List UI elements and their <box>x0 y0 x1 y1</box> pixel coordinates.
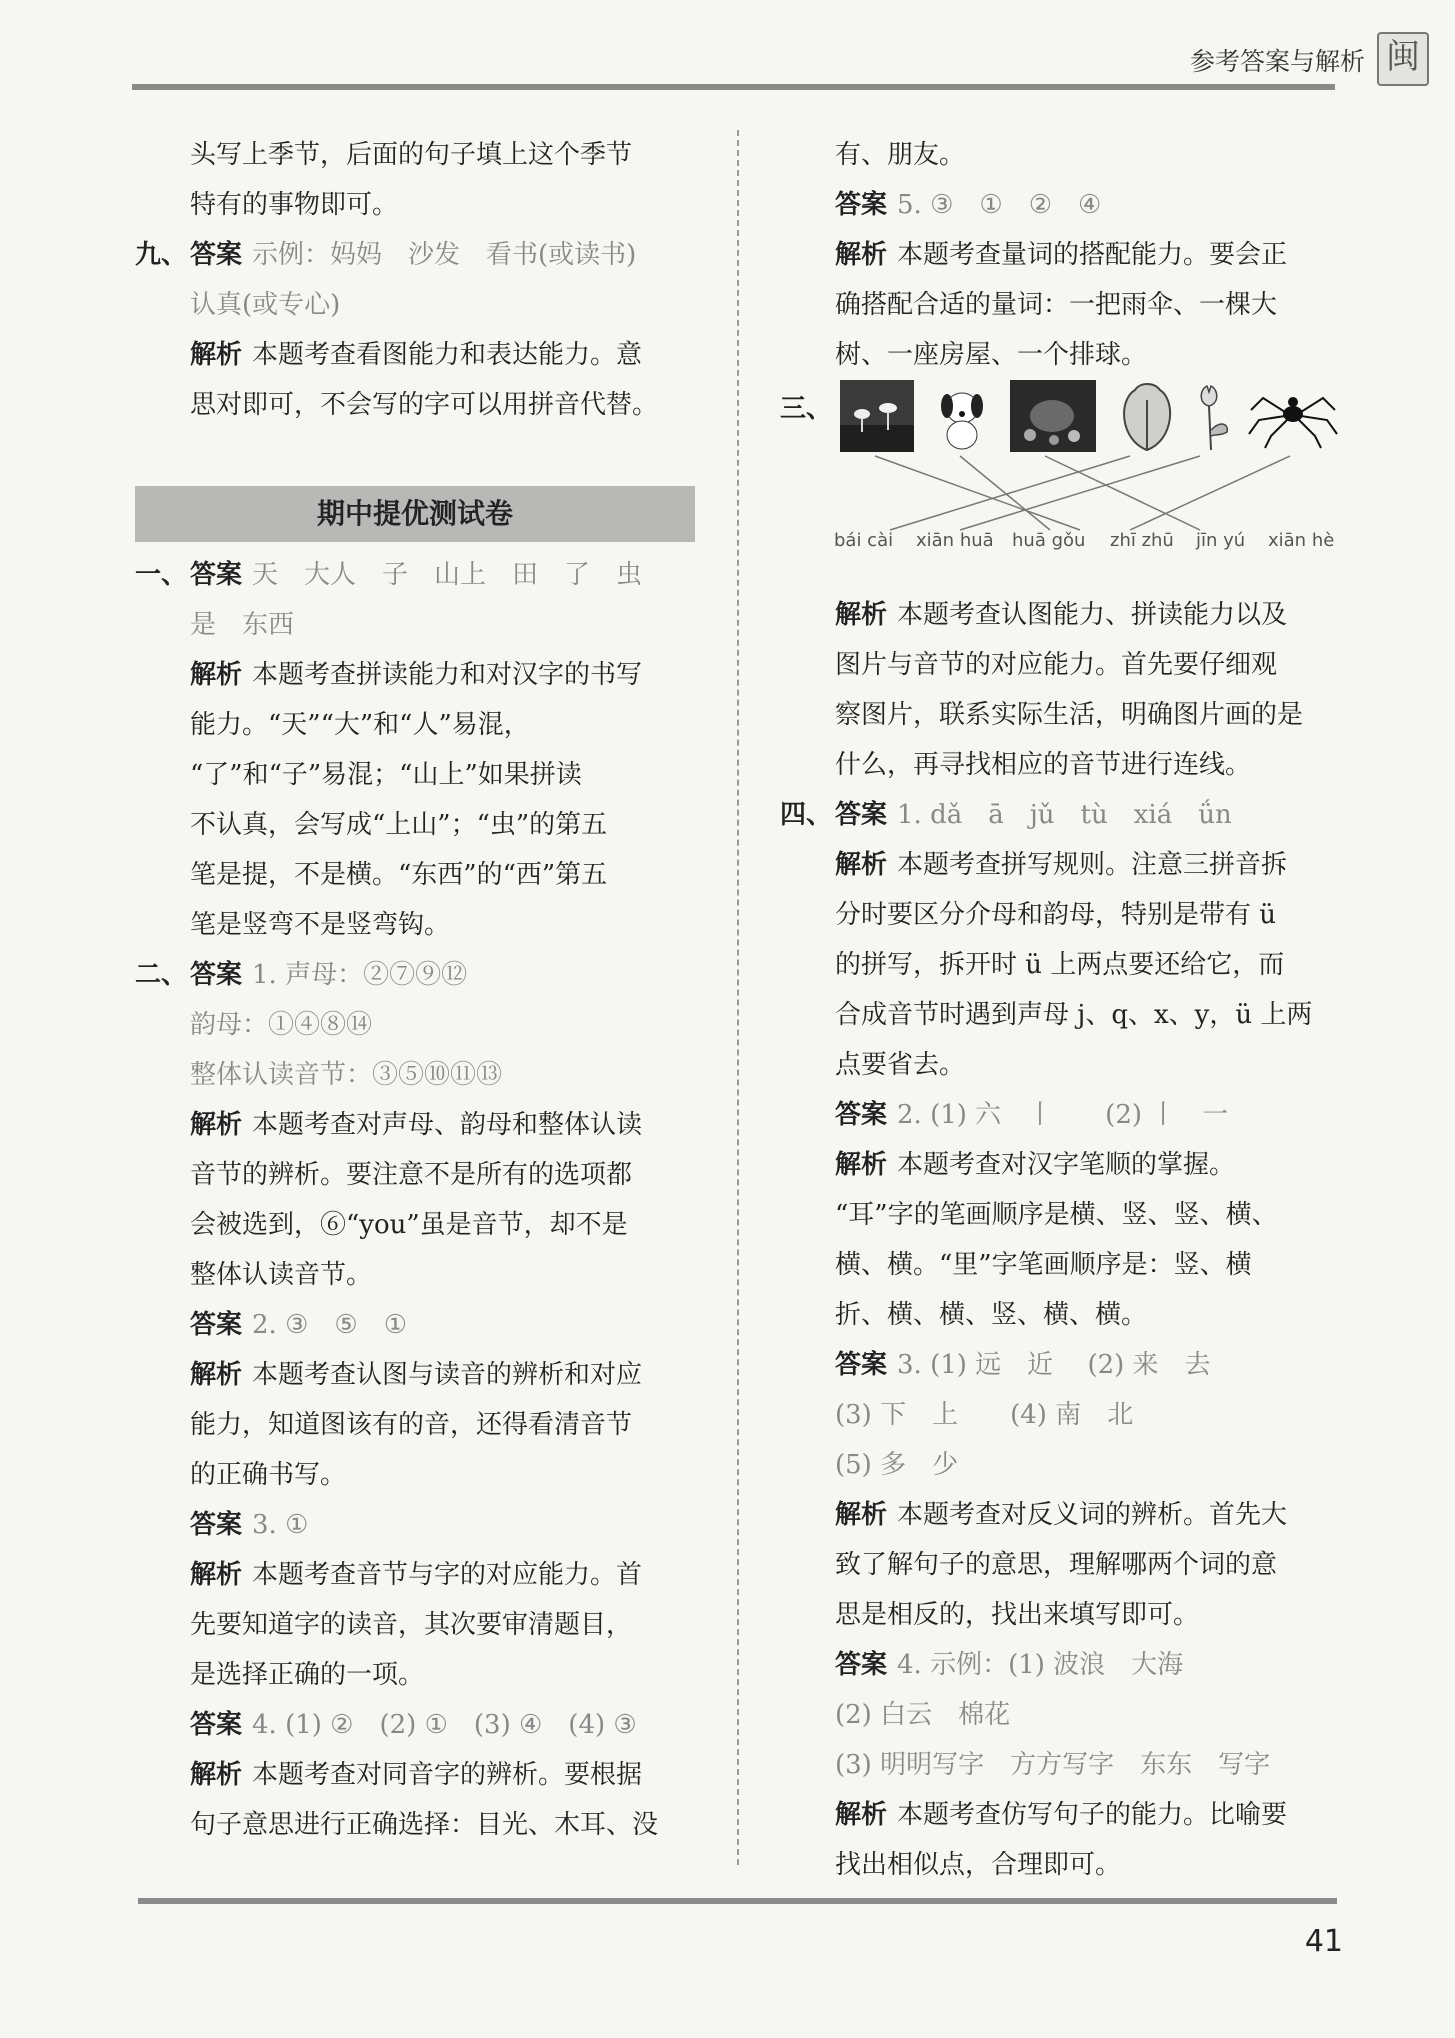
analysis-text: 分时要区分介母和韵母，特别是带有 ü <box>835 900 1277 930</box>
pinyin-label: xiān hè <box>1268 530 1335 551</box>
analysis-tag: 解析 <box>190 1360 243 1390</box>
analysis-text: 整体认读音节。 <box>190 1260 373 1290</box>
answer-tag: 答案 <box>835 800 888 830</box>
answer-text: (3) 下 上 (4) 南 北 <box>835 1400 1134 1430</box>
analysis-text: 本题考查拼写规则。注意三拼音拆 <box>897 850 1288 880</box>
analysis-tag: 解析 <box>190 1560 243 1590</box>
answer-tag: 答案 <box>190 1510 243 1540</box>
analysis-text: 能力，知道图该有的音，还得看清音节 <box>190 1410 633 1440</box>
answer-text: 韵母：①④⑧⑭ <box>190 1010 373 1040</box>
answer-tag: 答案 <box>190 1710 243 1740</box>
analysis-text: 致了解句子的意思，理解哪两个词的意 <box>835 1550 1278 1580</box>
pinyin-label: bái cài <box>834 530 894 551</box>
pinyin-label: jīn yú <box>1196 530 1246 551</box>
right-column <box>780 130 1350 1890</box>
analysis-text: “耳”字的笔画顺序是横、竖、竖、横、 <box>835 1200 1278 1230</box>
answer-text: (3) 明明写字 方方写字 东东 写字 <box>835 1750 1271 1780</box>
analysis-tag: 解析 <box>835 1500 888 1530</box>
analysis-text: 本题考查对声母、韵母和整体认读 <box>252 1110 643 1140</box>
text-line: 有、朋友。 <box>835 140 966 170</box>
answer-tag: 答案 <box>835 1100 888 1130</box>
analysis-text: 能力。“天”“大”和“人”易混， <box>190 710 530 740</box>
text-line: 特有的事物即可。 <box>190 190 399 220</box>
pinyin-label: zhī zhū <box>1110 530 1174 551</box>
answer-text: 4. 示例：(1) 波浪 大海 <box>897 1650 1184 1680</box>
analysis-text: 先要知道字的读音，其次要审清题目， <box>190 1610 633 1640</box>
analysis-tag: 解析 <box>835 240 888 270</box>
question-number: 九、 <box>135 240 188 270</box>
question-number: 一、 <box>135 560 188 590</box>
cabbage-drawing-icon <box>1110 380 1184 452</box>
page-number: 41 <box>1304 1924 1343 1959</box>
analysis-tag: 解析 <box>835 600 888 630</box>
egret-photo-icon <box>840 380 914 452</box>
question-number: 二、 <box>135 960 188 990</box>
picture-matching-area <box>780 380 1350 590</box>
question-number: 四、 <box>780 800 833 830</box>
analysis-text: 本题考查认图与读音的辨析和对应 <box>252 1360 643 1390</box>
answer-text: 2. (1) 六 丨 (2) 丨 一 <box>897 1100 1229 1130</box>
analysis-text: 笔是竖弯不是竖弯钩。 <box>190 910 451 940</box>
answer-text: 1. 声母：②⑦⑨⑫ <box>252 960 468 990</box>
analysis-text: 是选择正确的一项。 <box>190 1660 425 1690</box>
analysis-text: 本题考查看图能力和表达能力。意 <box>252 340 643 370</box>
analysis-text: 找出相似点，合理即可。 <box>835 1850 1122 1880</box>
answer-tag: 答案 <box>835 1650 888 1680</box>
analysis-tag: 解析 <box>190 1760 243 1790</box>
puppy-photo-icon <box>925 380 999 452</box>
answer-tag: 答案 <box>835 190 888 220</box>
analysis-text: 的正确书写。 <box>190 1460 347 1490</box>
answer-tag: 答案 <box>190 560 243 590</box>
bottom-rule <box>138 1898 1337 1904</box>
analysis-text: 本题考查对汉字笔顺的掌握。 <box>897 1150 1236 1180</box>
analysis-text: 思是相反的，找出来填写即可。 <box>835 1600 1200 1630</box>
analysis-text: 本题考查音节与字的对应能力。首 <box>252 1560 643 1590</box>
analysis-text: 音节的辨析。要注意不是所有的选项都 <box>190 1160 633 1190</box>
answer-text: (5) 多 少 <box>835 1450 959 1480</box>
answer-text: 示例：妈妈 沙发 看书(或读书) <box>252 240 637 270</box>
analysis-tag: 解析 <box>835 1150 888 1180</box>
analysis-text: 的拼写，拆开时 ü 上两点要还给它，而 <box>835 950 1285 980</box>
analysis-text: 本题考查认图能力、拼读能力以及 <box>897 600 1288 630</box>
analysis-text: 句子意思进行正确选择：目光、木耳、没 <box>190 1810 659 1840</box>
analysis-text: 笔是提，不是横。“东西”的“西”第五 <box>190 860 608 890</box>
analysis-text: 本题考查量词的搭配能力。要会正 <box>897 240 1288 270</box>
analysis-tag: 解析 <box>190 660 243 690</box>
column-divider <box>737 130 739 1865</box>
section-banner: 期中提优测试卷 <box>135 486 695 542</box>
analysis-text: 不认真，会写成“上山”；“虫”的第五 <box>190 810 608 840</box>
answer-text: 认真(或专心) <box>190 290 341 320</box>
analysis-text: 本题考查对同音字的辨析。要根据 <box>252 1760 643 1790</box>
analysis-text: 折、横、横、竖、横、横。 <box>835 1300 1148 1330</box>
analysis-text: 合成音节时遇到声母 j、q、x、y，ü 上两 <box>835 1000 1313 1030</box>
answer-text: (2) 白云 棉花 <box>835 1700 1011 1730</box>
analysis-text: 本题考查仿写句子的能力。比喻要 <box>897 1800 1288 1830</box>
analysis-text: 树、一座房屋、一个排球。 <box>835 340 1148 370</box>
spider-drawing-icon <box>1245 380 1341 452</box>
analysis-tag: 解析 <box>190 1110 243 1140</box>
answer-text: 整体认读音节：③⑤⑩⑪⑬ <box>190 1060 503 1090</box>
analysis-text: 本题考查拼读能力和对汉字的书写 <box>252 660 643 690</box>
answer-tag: 答案 <box>190 1310 243 1340</box>
header-stamp: 闽 <box>1377 32 1429 86</box>
analysis-tag: 解析 <box>190 340 243 370</box>
hen-chicks-photo-icon <box>1010 380 1096 452</box>
answer-tag: 答案 <box>835 1350 888 1380</box>
analysis-tag: 解析 <box>835 850 888 880</box>
answer-tag: 答案 <box>190 240 243 270</box>
analysis-text: 察图片，联系实际生活，明确图片画的是 <box>835 700 1304 730</box>
answer-text: 5. ③ ① ② ④ <box>897 190 1102 220</box>
text-line: 头写上季节，后面的句子填上这个季节 <box>190 140 633 170</box>
analysis-text: 本题考查对反义词的辨析。首先大 <box>897 1500 1288 1530</box>
answer-text: 4. (1) ② (2) ① (3) ④ (4) ③ <box>252 1710 637 1740</box>
answer-text: 3. ① <box>252 1510 309 1540</box>
analysis-tag: 解析 <box>835 1800 888 1830</box>
tulip-drawing-icon <box>1185 380 1245 452</box>
answer-text: 1. dǎ ā jǔ tù xiá ǘn <box>897 800 1232 830</box>
answer-tag: 答案 <box>190 960 243 990</box>
pinyin-label: xiān huā <box>916 530 994 551</box>
analysis-text: 思对即可，不会写的字可以用拼音代替。 <box>190 390 659 420</box>
answer-text: 是 东西 <box>190 610 295 640</box>
answer-text: 天 大人 子 山上 田 了 虫 <box>252 560 643 590</box>
pinyin-label: huā gǒu <box>1012 530 1086 551</box>
top-rule <box>132 84 1335 90</box>
question-number: 三、 <box>780 394 833 424</box>
analysis-text: 点要省去。 <box>835 1050 966 1080</box>
left-column <box>135 130 695 1850</box>
answer-text: 3. (1) 远 近 (2) 来 去 <box>897 1350 1211 1380</box>
analysis-text: 确搭配合适的量词：一把雨伞、一棵大 <box>835 290 1278 320</box>
analysis-text: 会被选到，⑥“you”虽是音节，却不是 <box>190 1210 628 1240</box>
header-title: 参考答案与解析 <box>1189 47 1365 76</box>
analysis-text: 图片与音节的对应能力。首先要仔细观 <box>835 650 1278 680</box>
answer-text: 2. ③ ⑤ ① <box>252 1310 408 1340</box>
analysis-text: 横、横。“里”字笔画顺序是：竖、横 <box>835 1250 1252 1280</box>
analysis-text: 什么，再寻找相应的音节进行连线。 <box>835 750 1252 780</box>
analysis-text: “了”和“子”易混；“山上”如果拼读 <box>190 760 582 790</box>
